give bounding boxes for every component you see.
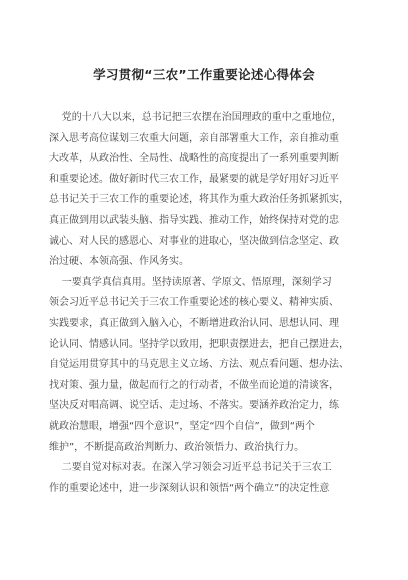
text-line: 治过硬、本领高强、作风务实。	[49, 256, 189, 268]
text-line: 深入思考高位谋划三农重大问题，亲自部署重大工作，亲自推动重	[49, 132, 339, 144]
document-body	[49, 108, 364, 499]
text-line: 找对策、强力量，做起而行之的行动者，不做坐而论道的清谈客，	[49, 379, 339, 391]
text-line: 党的十八大以来，总书记把三农摆在治国理政的重中之重地位，	[49, 112, 342, 123]
text-line: 维护”，不断提高政治判断力、政治领悟力、政治执行力。	[49, 441, 305, 453]
paragraph-point-one	[49, 273, 364, 458]
text-line: 就政治慧眼，增强“四个意识”，坚定“四个自信”，做到“两个	[49, 420, 315, 432]
text-line: 坚决反对唱高调、说空话、走过场、不落实。要涵养政治定力，练	[49, 400, 339, 412]
text-line: 大改革，从政治性、全局性、战略性的高度提出了一系列重要判断	[49, 153, 339, 165]
text-line: 自觉运用贯穿其中的马克思主义立场、方法、观点看问题、想办法、	[49, 359, 349, 371]
paragraph-intro	[49, 108, 364, 273]
text-line: 诚心、对人民的感恩心、对事业的进取心，坚决做到信念坚定、政	[49, 235, 339, 247]
text-line: 实践要求，真正做到入脑入心，不断增进政治认同、思想认同、理	[49, 317, 339, 329]
text-line: 总书记关于三农工作的重要论述，将其作为重大政治任务抓紧抓实，	[49, 194, 349, 206]
text-line: 和重要论述。做好新时代三农工作，最紧要的就是学好用好习近平	[49, 173, 339, 185]
text-line: 一要真学真信真用。坚持读原著、学原文、悟原理，深刻学习	[49, 276, 332, 288]
text-line: 真正做到用以武装头脑、指导实践、推动工作，始终保持对党的忠	[49, 214, 339, 226]
text-line: 二要自觉对标对表。在深入学习领会习近平总书记关于三农工	[49, 462, 332, 474]
text-line: 论认同、情感认同。坚持学以致用，把职责摆进去，把自己摆进去，	[49, 338, 349, 350]
paragraph-point-two	[49, 458, 364, 499]
text-line: 领会习近平总书记关于三农工作重要论述的核心要义、精神实质、	[49, 297, 339, 309]
document-title: 学习贯彻“三农”工作重要论述心得体会	[93, 67, 315, 82]
text-line: 作的重要论述中，进一步深刻认识和领悟“两个确立”的决定性意	[49, 482, 330, 494]
